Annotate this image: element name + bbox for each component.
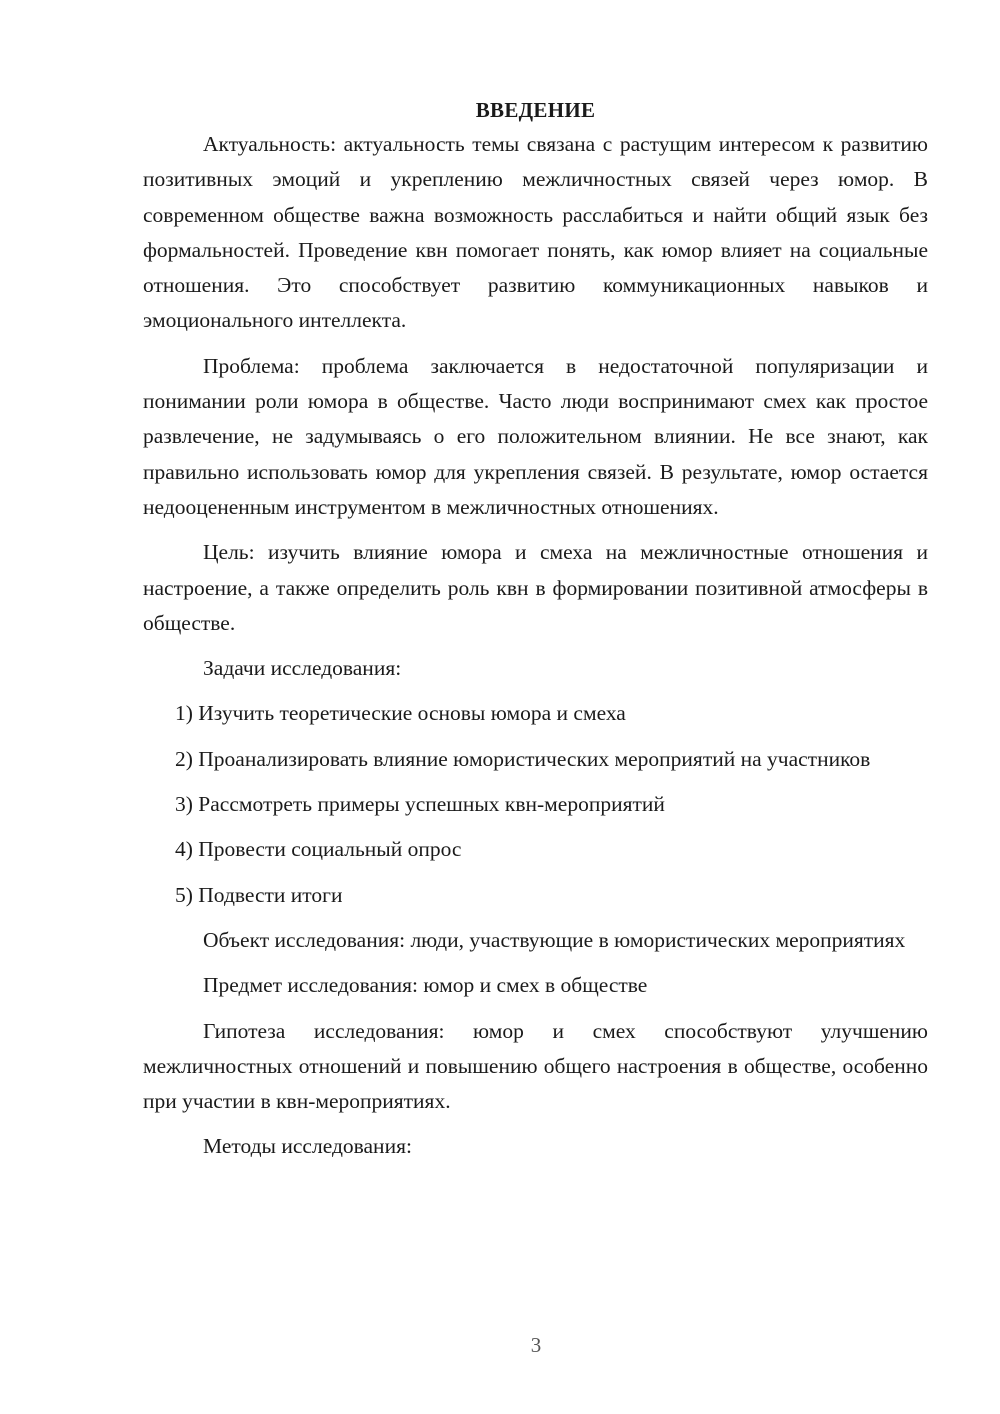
paragraph-hypothesis: Гипотеза исследования: юмор и смех способствуют улучшению межличностных отношений и повышению общего настроения в обществе, особенно при участии в квн-мероприятиях.: [143, 1018, 928, 1114]
task-item-3: 3) Рассмотреть примеры успешных квн-мероприятий: [175, 792, 665, 817]
task-item-1: 1) Изучить теоретические основы юмора и смеха: [175, 701, 626, 726]
paragraph-relevance: Актуальность: актуальность темы связана с растущим интересом к развитию позитивных эмоций и укреплению межличностных связей через юмор. В современном обществе важна возможность расслабиться и найти общий язык без формальностей. Проведение квн помогает понять, как юмор влияет на социальные отношения. Это способствует развитию коммуникационных навыков и эмоционального интеллекта.: [143, 132, 928, 333]
paragraph-subject: Предмет исследования: юмор и смех в обществе: [203, 973, 648, 998]
document-page: [143, 95, 928, 1175]
task-item-5: 5) Подвести итоги: [175, 882, 343, 907]
tasks-heading: Задачи исследования:: [203, 656, 402, 681]
paragraph-goal: Цель: изучить влияние юмора и смеха на межличностные отношения и настроение, а также определить роль квн в формировании позитивной атмосферы в обществе.: [143, 540, 928, 635]
page-title: ВВЕДЕНИЕ: [475, 98, 596, 122]
paragraph-object: Объект исследования: люди, участвующие в юмористических мероприятиях: [203, 927, 906, 952]
page-number: 3: [530, 1333, 542, 1357]
task-item-4: 4) Провести социальный опрос: [175, 837, 462, 862]
paragraph-problem: Проблема: проблема заключается в недостаточной популяризации и понимании роли юмора в обществе. Часто люди воспринимают смех как простое развлечение, не задумываясь о его положительном влиянии. Не все знают, как правильно использовать юмор для укрепления связей. В результате, юмор остается недооцененным инструментом в межличностных отношениях.: [143, 353, 928, 519]
task-item-2: 2) Проанализировать влияние юмористических мероприятий на участников: [175, 746, 871, 771]
methods-heading: Методы исследования:: [203, 1134, 412, 1159]
